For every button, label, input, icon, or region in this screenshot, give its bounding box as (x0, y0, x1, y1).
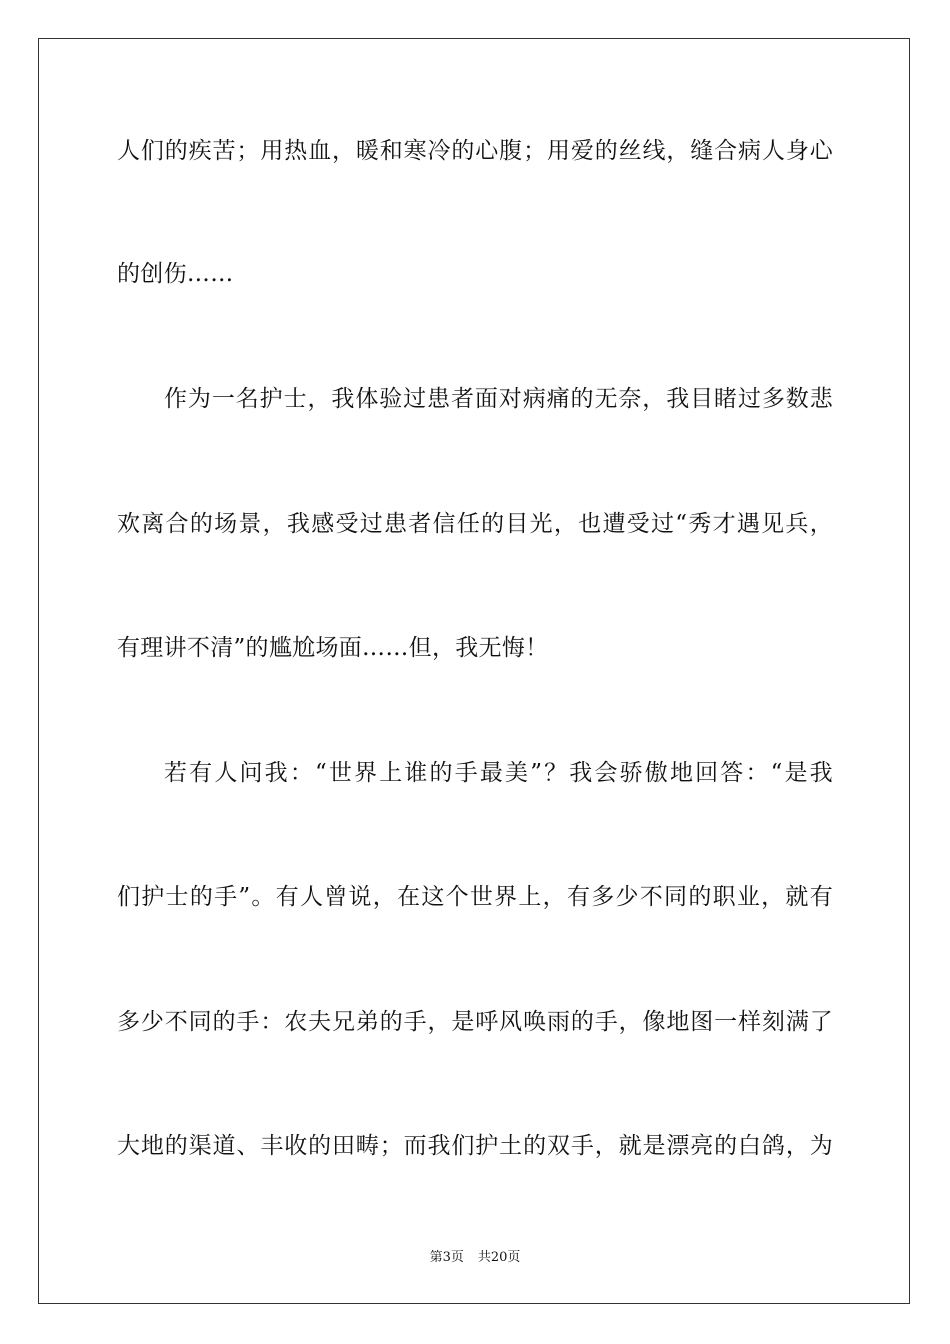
page-number: 第3页 (429, 1250, 464, 1265)
paragraph-line: 若有人问我：“世界上谁的手最美”？我会骄傲地回答：“是我 (164, 760, 833, 786)
paragraph-line: 多少不同的手：农夫兄弟的手，是呼风唤雨的手，像地图一样刻满了 (117, 1009, 833, 1035)
paragraph-line: 有理讲不清”的尴尬场面……但，我无悔！ (117, 635, 549, 661)
paragraph-line: 作为一名护士，我体验过患者面对病痛的无奈，我目睹过多数悲 (164, 386, 833, 412)
page-border (38, 38, 910, 1304)
paragraph-line: 们护士的手”。有人曾说，在这个世界上，有多少不同的职业，就有 (117, 884, 833, 910)
paragraph-line: 人们的疾苦；用热血，暖和寒冷的心腹；用爱的丝线，缝合病人身心 (117, 138, 833, 164)
total-pages: 共20页 (477, 1250, 521, 1265)
paragraph-line: 的创伤…… (117, 261, 234, 287)
page-footer (0, 1246, 950, 1265)
paragraph-line: 大地的渠道、丰收的田畴；而我们护土的双手，就是漂亮的白鸽，为 (117, 1133, 833, 1159)
paragraph-line: 欢离合的场景，我感受过患者信任的目光，也遭受过“秀才遇见兵， (117, 511, 833, 537)
